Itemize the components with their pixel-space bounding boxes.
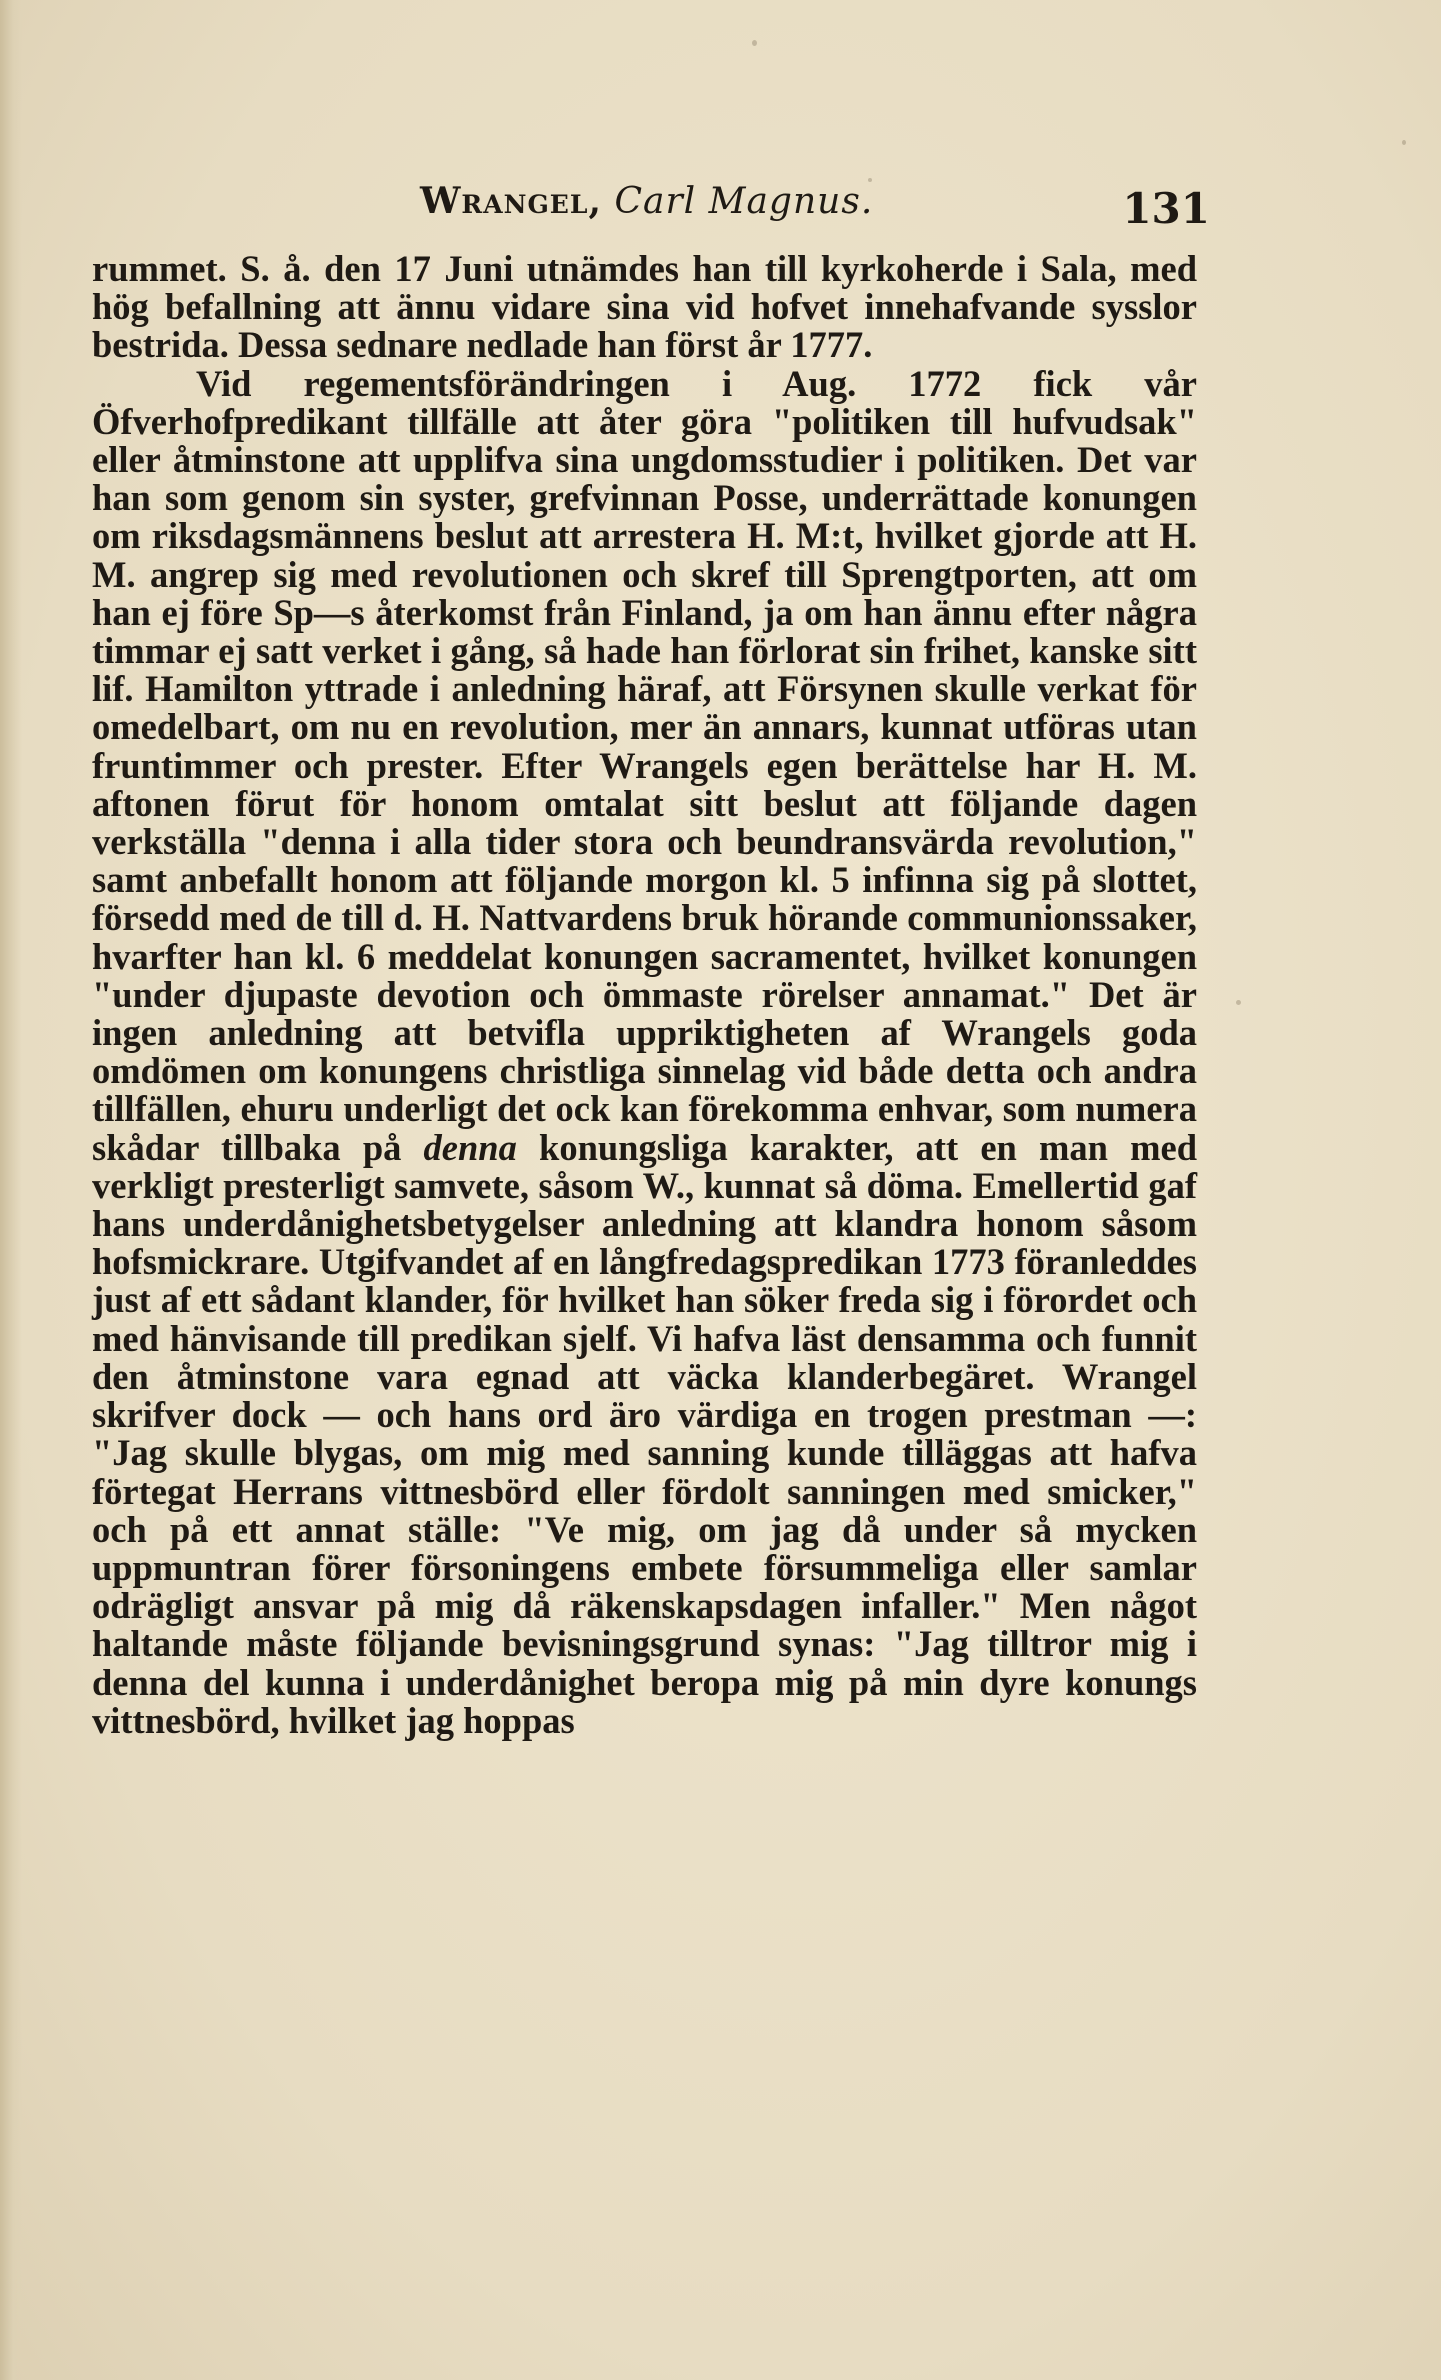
paper-speck bbox=[752, 40, 757, 46]
paper-speck bbox=[1402, 140, 1406, 145]
page-number: 131 bbox=[1122, 184, 1210, 233]
page-gutter-shadow bbox=[0, 0, 22, 2380]
paragraph-2 bbox=[92, 362, 1198, 1741]
running-title-given-name: Carl Magnus. bbox=[614, 181, 874, 222]
paper-speck bbox=[868, 178, 872, 182]
paragraph-2-italic-word: denna bbox=[423, 1126, 517, 1168]
running-title-surname: Wrangel, bbox=[420, 180, 602, 222]
body-text bbox=[92, 250, 1197, 1740]
running-title bbox=[420, 180, 873, 222]
page-header bbox=[420, 180, 1210, 240]
paragraph-2-part-2: konungsliga karakter, att en man med verkligt presterligt samvete, såsom W., kunnat så döma. Emellertid gaf hans underdånighetsbetygelser anledning att klandra honom såsom hofsmickrare. Utgifvandet af en långfredagspredikan 1773 föranleddes just af ett sådant klander, för hvilket han söker freda sig i förordet och med hänvisande till predikan sjelf. Vi hafva läst densamma och funnit den åtminstone vara egnad att väcka klanderbegäret. Wrangel skrifver dock — och hans ord äro värdiga en trogen prestman —: "Jag skulle blygas, om mig med sanning kunde tilläggas att hafva förtegat Herrans vittnesbörd eller fördolt sanningen med smicker," och på ett annat ställe: "Ve mig, om jag då under så mycken uppmuntran förer försoningens embete försummeliga eller samlar odrägligt ansvar på mig då räkenskapsdagen infaller." Men något haltande måste följande bevisningsgrund synas: "Jag tilltror mig i denna del kunna i underdånighet beropa mig på min dyre konungs vittnesbörd, hvilket jag hoppas bbox=[92, 1126, 1198, 1741]
paragraph-2-part-1: Vid regementsförändringen i Aug. 1772 fick vår Öfverhofpredikant tillfälle att åter göra "politiken till hufvudsak" eller åtminstone att upplifva sina ungdomsstudier i politiken. Det var han som genom sin syster, grefvinnan Posse, underrättade konungen om riksdagsmännens beslut att arrestera H. M:t, hvilket gjorde att H. M. angrep sig med revolutionen och skref till Sprengtporten, att om han ej före Sp—s återkomst från Finland, ja om han ännu efter några timmar ej satt verket i gång, så hade han förlorat sin frihet, kanske sitt lif. Hamilton yttrade i anledning häraf, att Försynen skulle verkat för omedelbart, om nu en revolution, mer än annars, kunnat utföras utan fruntimmer och prester. Efter Wrangels egen berättelse har H. M. aftonen förut för honom omtalat sitt beslut att följande dagen verkställa "denna i alla tider stora och beundransvärda revolution," samt anbefallt honom att följande morgon kl. 5 infinna sig på slottet, försedd med de till d. H. Nattvardens bruk hörande communionssaker, hvarfter han kl. 6 meddelat konungen sacramentet, hvilket konungen "under djupaste devotion och ömmaste rörelser annamat." Det är ingen anledning att betvifla uppriktigheten af Wrangels goda omdömen om konungens christliga sinnelag vid både detta och andra tillfällen, ehuru underligt det ock kan förekomma enhvar, som numera skådar tillbaka på bbox=[92, 362, 1197, 1168]
paper-speck bbox=[1236, 1000, 1241, 1005]
paragraph-1: rummet. S. å. den 17 Juni utnämdes han till kyrkoherde i Sala, med hög befallning att ännu vidare sina vid hofvet innehafvande sysslor bestrida. Dessa sednare nedlade han först år 1777. bbox=[92, 248, 1197, 366]
